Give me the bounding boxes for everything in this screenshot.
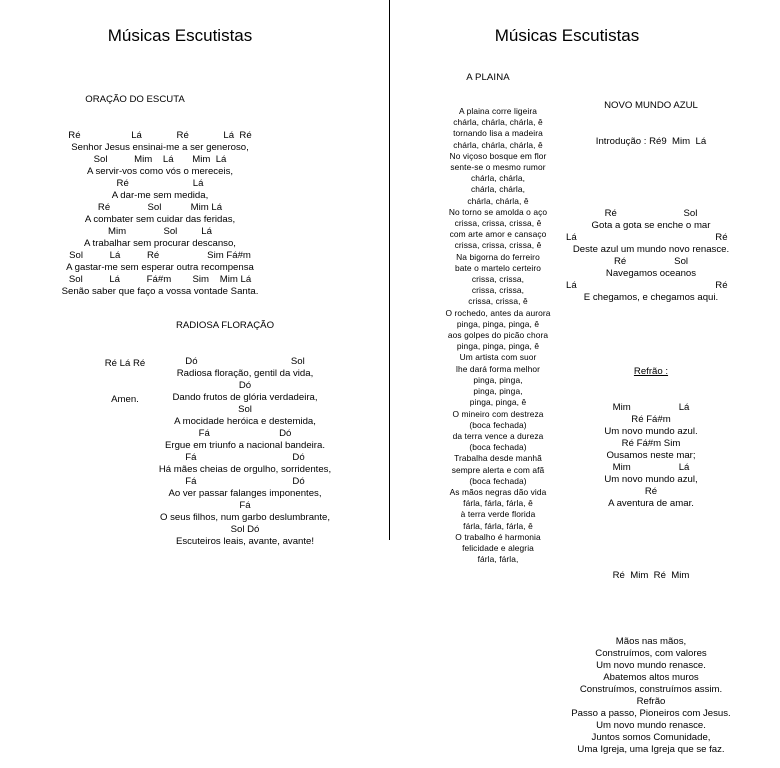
song-line: Dando frutos de glória verdadeira, xyxy=(172,392,318,403)
song-line: crissa, crissa, ê xyxy=(468,296,528,307)
song-line: Fá xyxy=(239,500,251,511)
song-line: aos golpes do picão chora xyxy=(447,330,549,341)
song-line: No viçoso bosque em flor xyxy=(449,150,547,161)
song-line: Sol xyxy=(238,404,252,415)
song-line: crissa, crissa, xyxy=(471,285,525,296)
song-line: à terra verde florida xyxy=(460,509,536,520)
song-intro: Introdução : Ré9 Mim Lá xyxy=(595,136,707,147)
song-line: lhe dará forma melhor xyxy=(455,363,541,374)
song-line: Dó Sol xyxy=(185,356,305,367)
page-divider xyxy=(389,0,390,540)
song-line: O mineiro com destreza xyxy=(452,408,544,419)
song-line: Construímos, com valores xyxy=(595,648,707,659)
song-line: felicidade e alegria xyxy=(462,542,534,553)
song-line: Sol Mim Lá Mim Lá xyxy=(93,154,227,165)
song-line: (boca fechada) xyxy=(469,442,527,453)
song-line: Gota a gota se enche o mar xyxy=(591,220,711,231)
song-line: crissa, crissa, crissa, ê xyxy=(454,240,542,251)
song-line: Uma Igreja, uma Igreja que se faz. xyxy=(577,744,725,755)
song-line: Sol Lá Fá#m Sim Mim Lá xyxy=(68,274,252,285)
song-title: ORAÇÃO DO ESCUTA xyxy=(85,94,185,105)
song-line: Mim Lá xyxy=(612,402,690,413)
song-lines xyxy=(433,106,563,565)
song-line: Lá Ré xyxy=(566,232,728,243)
song-line: fárla, fárla, fárla, ê xyxy=(463,520,533,531)
song-line: sente-se o mesmo rumor xyxy=(450,162,546,173)
song-line: Lá Ré xyxy=(566,280,728,291)
song-line: Um novo mundo renasce. xyxy=(596,660,706,671)
song-line: Ao ver passar falanges imponentes, xyxy=(168,488,322,499)
song-line: Ré Sol Mim Lá xyxy=(97,202,223,213)
ending-chords: Ré Lá Ré xyxy=(104,358,146,369)
song-line: Abatemos altos muros xyxy=(603,672,699,683)
song-line: Fá Dó xyxy=(185,452,305,463)
song-line: sempre alerta e com afã xyxy=(451,464,545,475)
song-verse xyxy=(566,208,736,304)
song-line: E chegamos, e chegamos aqui. xyxy=(583,292,719,303)
song-line: Passo a passo, Pioneiros com Jesus. xyxy=(571,708,731,719)
song-lines xyxy=(30,130,290,298)
song-line: Ré Lá Ré Lá Ré xyxy=(68,130,252,141)
song-line: Juntos somos Comunidade, xyxy=(591,732,711,743)
song-line: crissa, crissa, xyxy=(471,274,525,285)
song-line: Na bigorna do ferreiro xyxy=(456,251,540,262)
song-line: A plaina corre ligeira xyxy=(458,106,538,117)
song-line: Mim Sol Lá xyxy=(108,226,212,237)
song-line: Ousamos neste mar; xyxy=(606,450,696,461)
song-verse-2 xyxy=(566,636,736,756)
song-line: A trabalhar sem procurar descanso, xyxy=(84,238,236,249)
song-lines xyxy=(140,356,350,548)
song-line: chárla, chárla, ê xyxy=(467,195,529,206)
song-line: O rochedo, antes da aurora xyxy=(445,307,551,318)
song-radiosa-floracao xyxy=(140,296,350,560)
song-line: Sol Dó xyxy=(230,524,260,535)
song-line: Refrão xyxy=(636,696,666,707)
song-line: chárla, chárla, xyxy=(470,184,526,195)
song-line: Ré Sol xyxy=(613,256,689,267)
song-line: Um novo mundo azul. xyxy=(604,426,698,437)
song-line: A dar-me sem medida, xyxy=(111,190,209,201)
song-line: Ré Sol xyxy=(604,208,698,219)
song-line: pinga, pinga, xyxy=(473,374,523,385)
song-line: fárla, fárla, xyxy=(477,554,519,565)
song-line: tornando lisa a madeira xyxy=(453,128,543,139)
song-novo-mundo-azul xyxy=(566,76,736,768)
song-line: Mãos nas mãos, xyxy=(615,636,687,647)
song-line: Ré Fá#m xyxy=(631,414,671,425)
song-line: Navegamos oceanos xyxy=(605,268,697,279)
ending-text: Amen. xyxy=(111,394,139,405)
song-line: Radiosa floração, gentil da vida, xyxy=(176,368,314,379)
song-line: bate o martelo certeiro xyxy=(454,262,542,273)
song-line: As mãos negras dão vida xyxy=(449,486,547,497)
song-line: A mocidade heróica e destemida, xyxy=(174,416,316,427)
left-page-title: Músicas Escutistas xyxy=(107,26,253,45)
song-line: Um novo mundo renasce. xyxy=(596,720,706,731)
song-line: Dó xyxy=(238,380,252,391)
song-line: Há mães cheias de orgulho, sorridentes, xyxy=(158,464,332,475)
song-line: Senão saber que faço a vossa vontade Santa. xyxy=(61,286,259,297)
song-line: Ré Lá xyxy=(116,178,204,189)
song-line: No torno se amolda o aço xyxy=(448,206,548,217)
song-title: NOVO MUNDO AZUL xyxy=(604,100,698,111)
song-line: Fá Dó xyxy=(198,428,292,439)
song-a-plaina xyxy=(433,50,563,577)
song-line: com arte amor e cansaço xyxy=(449,229,547,240)
song-line: Ergue em triunfo a nacional bandeira. xyxy=(165,440,325,451)
song-line: Fá Dó xyxy=(185,476,305,487)
song-line: A aventura de amar. xyxy=(608,498,694,509)
chords-line: Ré Mim Ré Mim xyxy=(612,570,690,581)
song-line: O seus filhos, num garbo deslumbrante, xyxy=(159,512,331,523)
song-line: A gastar-me sem esperar outra recompensa xyxy=(66,262,254,273)
song-line: crissa, crissa, crissa, ê xyxy=(454,218,542,229)
song-line: Senhor Jesus ensinai-me a ser generoso, xyxy=(71,142,249,153)
right-page-title: Músicas Escutistas xyxy=(494,26,640,45)
song-refrao xyxy=(566,402,736,510)
song-line: Deste azul um mundo novo renasce. xyxy=(572,244,730,255)
song-line: Trabalha desde manhã xyxy=(454,453,542,464)
song-line: O trabalho é harmonia xyxy=(455,531,541,542)
song-title: A PLAINA xyxy=(466,72,510,84)
song-line: Sol Lá Ré Sim Fá#m xyxy=(69,250,251,261)
song-line: fárla, fárla, fárla, ê xyxy=(463,498,533,509)
song-line: pinga, pinga, pinga, ê xyxy=(456,341,540,352)
refrao-label: Refrão : xyxy=(633,366,669,377)
song-line: (boca fechada) xyxy=(469,475,527,486)
song-line: chárla, chárla, chárla, ê xyxy=(453,117,543,128)
song-line: pinga, pinga, pinga, ê xyxy=(456,318,540,329)
song-line: pinga, pinga, xyxy=(473,386,523,397)
song-line: chárla, chárla, chárla, ê xyxy=(453,139,543,150)
song-line: chárla, chárla, xyxy=(470,173,526,184)
song-line: Escuteiros leais, avante, avante! xyxy=(175,536,315,547)
song-line: Ré xyxy=(644,486,658,497)
song-line: Um novo mundo azul, xyxy=(604,474,698,485)
song-line: pinga, pinga, ê xyxy=(469,397,527,408)
song-line: (boca fechada) xyxy=(469,419,527,430)
song-line: A servir-vos como vós o mereceis, xyxy=(86,166,234,177)
song-line: da terra vence a dureza xyxy=(452,430,544,441)
song-line: Construímos, construímos assim. xyxy=(579,684,723,695)
song-line: Ré Fá#m Sim xyxy=(621,438,681,449)
song-line: Um artista com suor xyxy=(459,352,537,363)
song-line: A combater sem cuidar das feridas, xyxy=(84,214,236,225)
song-line: Mim Lá xyxy=(612,462,690,473)
song-title: RADIOSA FLORAÇÃO xyxy=(175,320,275,331)
